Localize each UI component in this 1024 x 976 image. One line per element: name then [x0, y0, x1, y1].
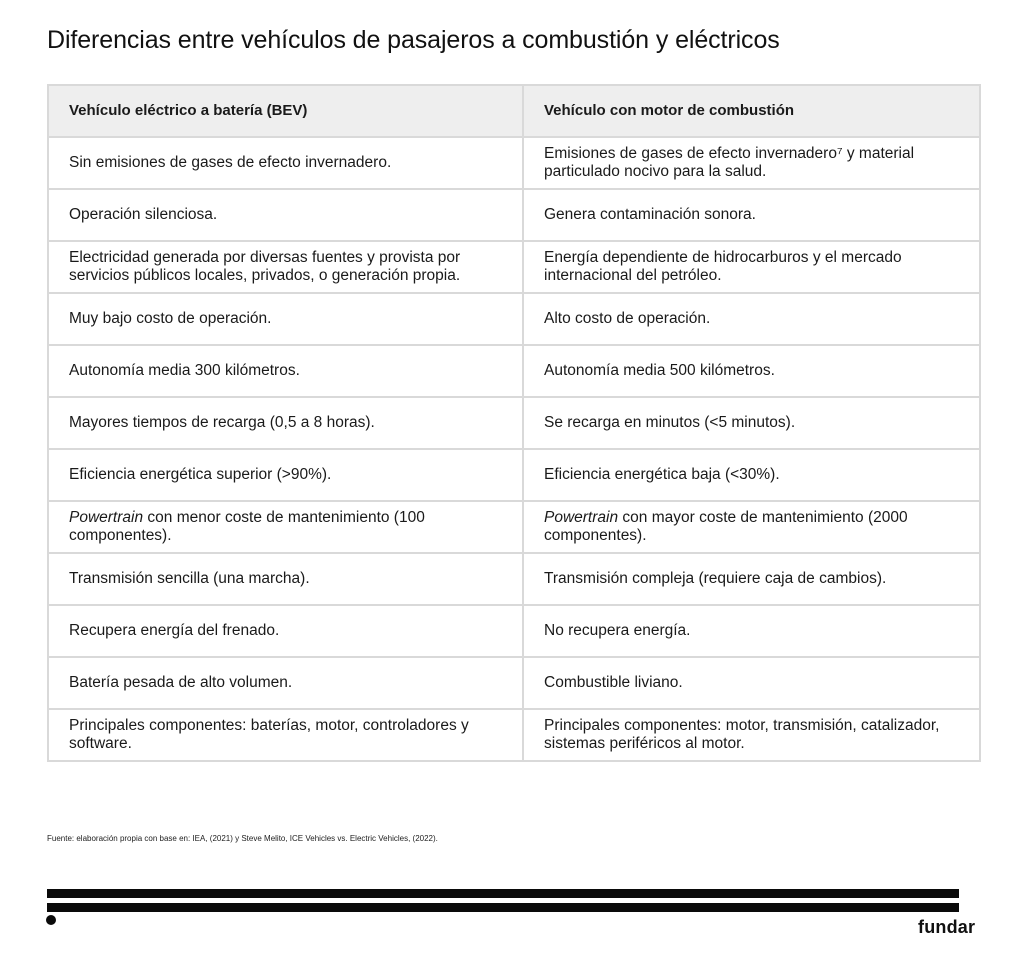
cell-ice: Energía dependiente de hidrocarburos y el mercado internacional del petróleo. [523, 241, 980, 293]
cell-bev: Operación silenciosa. [48, 189, 523, 241]
footer-bar-bottom [47, 903, 959, 912]
header-ice: Vehículo con motor de combustión [523, 85, 980, 137]
table-row [48, 605, 980, 657]
table-row [48, 189, 980, 241]
table-row [48, 397, 980, 449]
cell-bev: Batería pesada de alto volumen. [48, 657, 523, 709]
cell-bev: Transmisión sencilla (una marcha). [48, 553, 523, 605]
cell-ice: Combustible liviano. [523, 657, 980, 709]
cell-bev: Mayores tiempos de recarga (0,5 a 8 horas). [48, 397, 523, 449]
table-header-row [48, 85, 980, 137]
header-bev: Vehículo eléctrico a batería (BEV) [48, 85, 523, 137]
cell-ice: Emisiones de gases de efecto invernadero⁷ y material particulado nocivo para la salud. [523, 137, 980, 189]
footer-bar-top [47, 889, 959, 898]
cell-text: con menor coste de mantenimiento (100 componentes). [69, 509, 425, 544]
table-row [48, 657, 980, 709]
italic-term: Powertrain [544, 509, 619, 526]
table-row [48, 501, 980, 553]
table-row [48, 293, 980, 345]
brand-logo: fundar [918, 917, 976, 937]
cell-ice: Se recarga en minutos (<5 minutos). [523, 397, 980, 449]
cell-ice: Principales componentes: motor, transmisión, catalizador, sistemas periféricos al motor. [523, 709, 980, 761]
table-row [48, 709, 980, 761]
cell-bev: Recupera energía del frenado. [48, 605, 523, 657]
italic-term: Powertrain [69, 509, 144, 526]
footer-dot [46, 915, 56, 925]
cell-ice: Genera contaminación sonora. [523, 189, 980, 241]
cell-bev: Sin emisiones de gases de efecto invernadero. [48, 137, 523, 189]
page-title: Diferencias entre vehículos de pasajeros a combustión y eléctricos [47, 26, 780, 54]
cell-bev: Electricidad generada por diversas fuentes y provista por servicios públicos locales, privados, o generación propia. [48, 241, 523, 293]
cell-bev: Muy bajo costo de operación. [48, 293, 523, 345]
source-note: Fuente: elaboración propia con base en: IEA, (2021) y Steve Melito, ICE Vehicles vs. Electric Vehicles, (2022). [47, 834, 438, 843]
comparison-table [47, 84, 981, 762]
table-row [48, 345, 980, 397]
cell-ice [523, 501, 980, 553]
table-row [48, 137, 980, 189]
cell-text: con mayor coste de mantenimiento (2000 componentes). [544, 509, 908, 544]
cell-bev: Principales componentes: baterías, motor, controladores y software. [48, 709, 523, 761]
cell-ice: Eficiencia energética baja (<30%). [523, 449, 980, 501]
cell-ice: No recupera energía. [523, 605, 980, 657]
cell-bev: Autonomía media 300 kilómetros. [48, 345, 523, 397]
cell-bev: Eficiencia energética superior (>90%). [48, 449, 523, 501]
table-row [48, 241, 980, 293]
cell-ice: Autonomía media 500 kilómetros. [523, 345, 980, 397]
table-row [48, 553, 980, 605]
cell-bev [48, 501, 523, 553]
cell-ice: Transmisión compleja (requiere caja de cambios). [523, 553, 980, 605]
cell-ice: Alto costo de operación. [523, 293, 980, 345]
table-row [48, 449, 980, 501]
